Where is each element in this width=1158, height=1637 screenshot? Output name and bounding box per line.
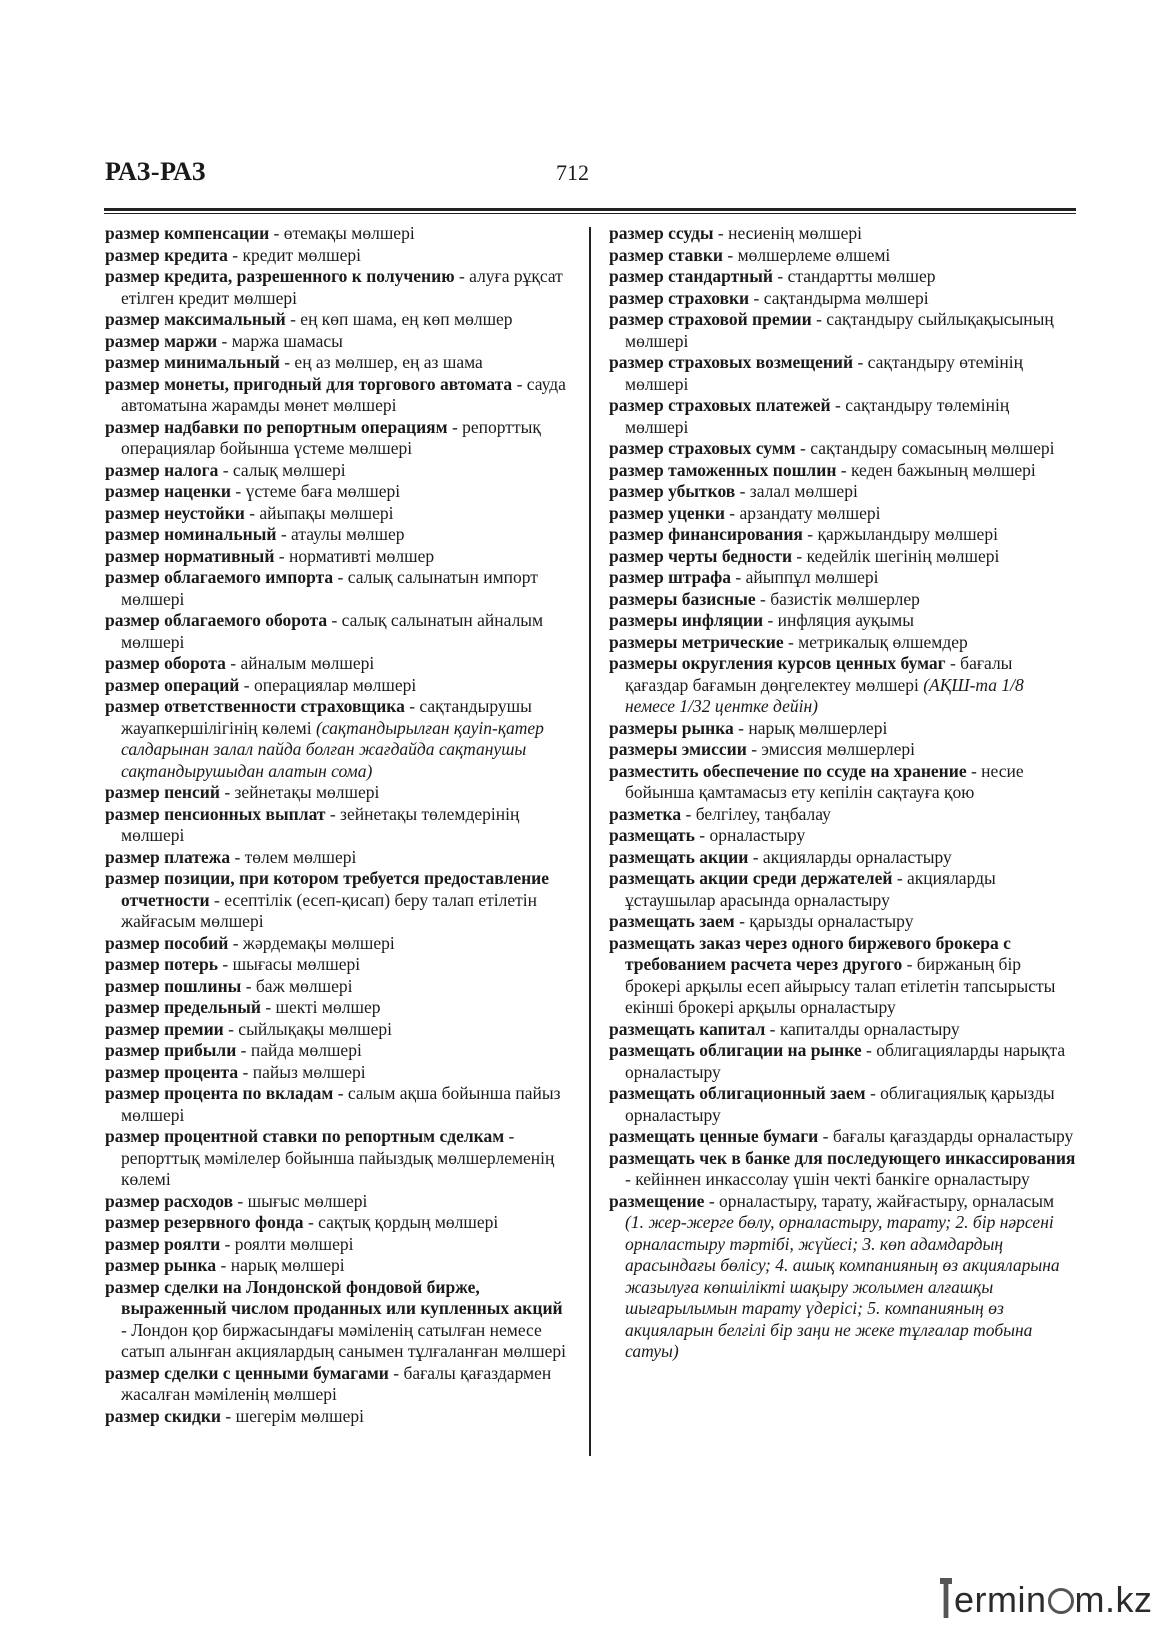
entry-term: размер таможенных пошлин	[609, 459, 837, 480]
entry-definition: - роялти мөлшері	[220, 1233, 354, 1254]
entry-term: размер пошлины	[105, 975, 242, 996]
dictionary-entry	[105, 1406, 570, 1428]
entry-term: размер процентной ставки по репортным сделкам	[105, 1126, 505, 1146]
entry-term: размер убытков	[609, 481, 736, 501]
entry-definition: - несиенің мөлшері	[713, 223, 862, 243]
entry-term: размер уценки	[609, 502, 725, 523]
entry-definition: - репорттық операциялар бойынша үстеме мөлшері	[121, 416, 541, 458]
logo-text-left: ermin	[954, 1579, 1047, 1620]
entry-definition: - Лондон қор биржасындағы мәміленің сатылған немесе сатып алынған акциялардың санымен тұлғаланған мөлшері	[121, 1319, 567, 1361]
entry-definition: - төлем мөлшері	[230, 846, 357, 867]
entry-definition: - стандартты мөлшер	[773, 266, 936, 286]
entry-term: размер максимальный	[105, 309, 286, 329]
dictionary-entry	[609, 1191, 1076, 1363]
entry-definition: - сақтандырма мөлшері	[749, 287, 929, 308]
dictionary-entry	[105, 997, 570, 1019]
right-column	[609, 223, 1076, 1363]
header-rule-thin	[104, 213, 1076, 214]
entry-definition: - үстеме баға мөлшері	[231, 481, 401, 501]
entry-definition: - шығасы мөлшері	[218, 954, 361, 974]
entry-definition: - жәрдемақы мөлшері	[228, 932, 395, 953]
entry-definition: - эмиссия мөлшерлері	[746, 739, 915, 759]
entry-definition: - айыппұл мөлшері	[731, 567, 879, 587]
entry-term: размер сделки с ценными бумагами	[105, 1362, 389, 1383]
entry-term: размер прибыли	[105, 1040, 237, 1060]
logo-text-right: m.kz	[1074, 1579, 1153, 1620]
entry-term: размер налога	[105, 459, 219, 480]
dictionary-entry	[105, 610, 570, 653]
entry-term: размер облагаемого оборота	[105, 610, 328, 630]
entry-definition: - капиталды орналастыру	[765, 1018, 960, 1039]
entry-definition: - салық салынатын айналым мөлшері	[121, 610, 544, 652]
entry-term: размеры базисные	[609, 588, 756, 609]
dictionary-entry	[609, 739, 1076, 761]
dictionary-entry	[609, 761, 1076, 804]
dictionary-entry	[105, 1212, 570, 1234]
entry-term: размер платежа	[105, 846, 231, 867]
dictionary-entry	[105, 1083, 570, 1126]
entry-term: размер страховой премии	[609, 309, 812, 329]
dictionary-entry	[105, 782, 570, 804]
entry-definition: - базистік мөлшерлер	[755, 588, 920, 609]
dictionary-entry	[609, 825, 1076, 847]
entry-term: размер процента по вкладам	[105, 1083, 334, 1103]
entry-term: размер премии	[105, 1018, 224, 1039]
dictionary-entry	[105, 1062, 570, 1084]
entry-term: размер операций	[105, 674, 240, 695]
entry-term: размер пенсионных выплат	[105, 803, 326, 824]
entry-definition: - кеден бажының мөлшері	[836, 459, 1036, 480]
dictionary-entry	[105, 954, 570, 976]
entry-definition: - облигацияларды нарықта орналастыру	[625, 1040, 1066, 1082]
entry-definition: - бағалы қағаздар бағамын дөңгелектеу мөлшері	[625, 653, 1013, 695]
entry-explanation: (сақтандырылған қауіп-қатер салдарынан залал пайда болған жағдайда сақтанушы сақтандырушыдан алатын сома)	[121, 717, 544, 781]
dictionary-entry	[609, 309, 1076, 352]
dictionary-entry	[609, 718, 1076, 740]
entry-definition: - нарық мөлшері	[216, 1255, 345, 1275]
entry-term: размер роялти	[105, 1233, 221, 1254]
entry-definition: - айналым мөлшері	[225, 653, 375, 673]
dictionary-entry	[105, 1234, 570, 1256]
dictionary-entry	[105, 1277, 570, 1363]
dictionary-entry	[609, 1040, 1076, 1083]
entry-definition: - сақтандыру сомасының мөлшері	[795, 438, 1055, 458]
entry-definition: - сақтандыру өтемінің мөлшері	[625, 352, 1023, 394]
entry-definition: - салық салынатын импорт мөлшері	[121, 567, 538, 609]
entry-definition: - сақтандыру төлемінің мөлшері	[625, 395, 1010, 437]
entry-definition: - залал мөлшері	[735, 481, 858, 501]
header-rule	[104, 208, 1076, 211]
entry-term: размер страховых платежей	[609, 395, 831, 415]
entry-definition: - акцияларды ұстаушылар арасында орналастыру	[625, 868, 996, 910]
entry-term: размеры округления курсов ценных бумаг	[609, 653, 946, 673]
entry-explanation: (1. жер-жерге бөлу, орналастыру, тарату; 2. бір нәрсені орналастыру тәртібі, жүйесі; 3. көп адамдардың арасындағы бөлісу; 4. ашық компанияның өз акцияларына жазылуға көпшілікті шақыру жолымен алғашқы шығарылымын тарату үдерісі; 5. компанияның өз акцияларын белгілі бір заңи не жеке тұлғалар тобына сатуы)	[625, 1212, 1060, 1361]
entry-definition: - бағалы қағаздармен жасалған мәміленің мөлшері	[121, 1362, 552, 1404]
entry-definition: - сауда автоматына жарамды мөнет мөлшері	[121, 373, 566, 415]
entry-definition: - өтемақы мөлшері	[269, 223, 415, 243]
dictionary-entry	[105, 266, 570, 309]
entry-definition: - облигациялық қарызды орналастыру	[625, 1083, 1055, 1125]
entry-term: размер облагаемого импорта	[105, 567, 334, 587]
dictionary-entry	[609, 460, 1076, 482]
dictionary-entry	[105, 1126, 570, 1191]
dictionary-entry	[609, 288, 1076, 310]
entry-term: размер сделки на Лондонской фондовой бирже, выраженный числом проданных или купленных акций	[105, 1276, 563, 1318]
dictionary-entry	[105, 675, 570, 697]
termincom-logo	[940, 1578, 1153, 1621]
entry-definition: - кейіннен инкассолау үшін чекті банкіге орналастыру	[625, 1169, 1030, 1189]
dictionary-entry	[609, 1083, 1076, 1126]
entry-definition: - зейнетақы төлемдерінің мөлшері	[121, 803, 520, 845]
entry-definition: - мөлшерлеме өлшемі	[723, 244, 891, 265]
entry-definition: - сақтық қордың мөлшері	[303, 1212, 499, 1232]
dictionary-entry	[609, 503, 1076, 525]
entry-definition: - ең аз мөлшер, ең аз шама	[279, 352, 483, 372]
entry-definition: - сыйлықақы мөлшері	[223, 1018, 393, 1039]
entry-definition: - есептілік (есеп-қисап) беру талап етілетін жайғасым мөлшері	[121, 889, 537, 931]
entry-term: размер финансирования	[609, 524, 803, 544]
dictionary-entry	[105, 524, 570, 546]
entry-term: размер черты бедности	[609, 545, 793, 566]
running-head: РАЗ-РАЗ	[105, 157, 206, 186]
dictionary-entry	[105, 653, 570, 675]
entry-definition: - айыпақы мөлшері	[244, 502, 394, 523]
entry-definition: - бағалы қағаздарды орналастыру	[818, 1126, 1074, 1146]
dictionary-entry	[609, 438, 1076, 460]
entry-term: размещать чек в банке для последующего инкассирования	[609, 1147, 1076, 1168]
entry-term: разместить обеспечение по ссуде на хранение	[609, 760, 967, 781]
entry-term: размер надбавки по репортным операциям	[105, 416, 448, 437]
entry-definition: - салым ақша бойынша пайыз мөлшері	[121, 1083, 561, 1125]
entry-term: размещать ценные бумаги	[609, 1126, 819, 1146]
dictionary-entry	[609, 481, 1076, 503]
entry-definition: - атаулы мөлшер	[276, 524, 405, 544]
dictionary-entry	[105, 1363, 570, 1406]
entry-definition: - зейнетақы мөлшері	[219, 782, 380, 802]
dictionary-entry	[609, 804, 1076, 826]
dictionary-entry	[105, 374, 570, 417]
entry-term: размер страховки	[609, 287, 750, 308]
entry-term: размер кредита, разрешенного к получению	[105, 266, 455, 286]
dictionary-entry	[609, 245, 1076, 267]
entry-term: размер ссуды	[609, 223, 714, 243]
entry-definition: - қарызды орналастыру	[734, 911, 914, 931]
t-letter-icon	[940, 1578, 952, 1618]
entry-definition: - салық мөлшері	[218, 459, 346, 480]
entry-definition: - арзандату мөлшері	[724, 502, 881, 523]
entry-term: размер пособий	[105, 932, 229, 953]
entry-definition: - шегерім мөлшері	[221, 1405, 365, 1426]
dictionary-entry	[105, 503, 570, 525]
entry-definition: - пайыз мөлшері	[238, 1061, 366, 1082]
entry-term: размещать заем	[609, 911, 735, 931]
entry-term: размер скидки	[105, 1405, 222, 1426]
entry-definition: - кредит мөлшері	[227, 244, 361, 265]
entry-term: размеры метрические	[609, 631, 784, 652]
entry-definition: - инфляция ауқымы	[763, 610, 914, 630]
entry-term: размещать капитал	[609, 1018, 766, 1039]
entry-definition: - метрикалық өлшемдер	[783, 631, 968, 652]
entry-definition: - нормативті мөлшер	[274, 545, 435, 566]
entry-term: размещать	[609, 825, 695, 845]
entry-term: размеры инфляции	[609, 610, 764, 630]
dictionary-entry	[105, 804, 570, 847]
column-divider	[589, 227, 591, 1456]
entry-term: размер компенсации	[105, 223, 270, 243]
left-column	[105, 223, 570, 1427]
dictionary-entry	[105, 481, 570, 503]
entry-explanation: (АҚШ-та 1/8 немесе 1/32 центке дейін)	[625, 674, 1024, 716]
dictionary-entry	[105, 460, 570, 482]
entry-term: размер пенсий	[105, 782, 220, 802]
dictionary-entry	[609, 567, 1076, 589]
entry-term: размер маржи	[105, 330, 218, 351]
entry-term: размер наценки	[105, 481, 231, 501]
dictionary-entry	[105, 847, 570, 869]
dictionary-entry	[609, 1019, 1076, 1041]
entry-term: размер расходов	[105, 1190, 234, 1211]
entry-definition: - орналастыру, тарату, жайғастыру, орналасым	[704, 1190, 1055, 1211]
entry-term: размер ответственности страховщика	[105, 696, 405, 716]
entry-term: размещать облигации на рынке	[609, 1040, 862, 1060]
entry-term: размер процента	[105, 1061, 239, 1082]
dictionary-entry	[609, 395, 1076, 438]
dictionary-entry	[105, 868, 570, 933]
dictionary-entry	[105, 696, 570, 782]
entry-definition: - биржаның бір брокері арқылы есеп айырысу талап етілетін тапсырысты екінші брокері арқылы орналастыру	[625, 954, 1056, 1017]
dictionary-entry	[105, 417, 570, 460]
entry-term: размер ставки	[609, 244, 724, 265]
entry-term: размеры эмиссии	[609, 739, 747, 759]
dictionary-entry	[609, 911, 1076, 933]
dictionary-entry	[609, 524, 1076, 546]
dictionary-entry	[105, 546, 570, 568]
entry-term: размер номинальный	[105, 524, 277, 544]
dictionary-entry	[609, 933, 1076, 1019]
entry-definition: - шекті мөлшер	[260, 997, 381, 1017]
dictionary-entry	[609, 223, 1076, 245]
entry-term: размещать заказ через одного биржевого брокера с требованием расчета через другого	[609, 932, 1011, 974]
dictionary-entry	[609, 632, 1076, 654]
entry-term: размер страховых сумм	[609, 438, 796, 458]
dictionary-entry	[105, 1040, 570, 1062]
dictionary-entry	[105, 309, 570, 331]
dictionary-entry	[105, 1255, 570, 1277]
entry-definition: - сақтандырушы жауапкершілігінің көлемі	[121, 696, 532, 738]
dictionary-entry	[609, 352, 1076, 395]
dictionary-entry	[105, 1191, 570, 1213]
entry-term: размер неустойки	[105, 502, 245, 523]
entry-term: размещение	[609, 1190, 705, 1211]
dictionary-entry	[609, 1148, 1076, 1191]
dictionary-entry	[105, 976, 570, 998]
entry-definition: - пайда мөлшері	[236, 1040, 362, 1060]
page-number: 712	[556, 160, 589, 185]
entry-term: размер кредита	[105, 244, 228, 265]
entry-term: размер рынка	[105, 1255, 217, 1275]
entry-definition: - нарық мөлшерлері	[733, 717, 888, 738]
entry-term: размещать акции среди держателей	[609, 868, 893, 888]
dictionary-entry	[609, 847, 1076, 869]
entry-term: размер позиции, при котором требуется предоставление отчетности	[105, 868, 550, 910]
entry-definition: - қаржыландыру мөлшері	[802, 524, 998, 544]
entry-term: размер резервного фонда	[105, 1212, 304, 1232]
entry-term: размер потерь	[105, 954, 219, 974]
entry-definition: - кедейлік шегінің мөлшері	[792, 545, 1000, 566]
entry-definition: - белгілеу, таңбалау	[681, 803, 831, 824]
entry-definition: - алуға рұқсат етілген кредит мөлшері	[121, 266, 563, 308]
entry-definition: - акцияларды орналастыру	[748, 846, 952, 867]
dictionary-entry	[105, 245, 570, 267]
entry-term: размер стандартный	[609, 266, 774, 286]
dictionary-entry	[609, 546, 1076, 568]
entry-definition: - операциялар мөлшері	[239, 674, 417, 695]
entry-term: размер минимальный	[105, 352, 280, 372]
entry-term: размер предельный	[105, 997, 261, 1017]
dictionary-entry	[105, 331, 570, 353]
dictionary-entry	[609, 266, 1076, 288]
entry-term: размер нормативный	[105, 545, 275, 566]
dictionary-entry	[105, 352, 570, 374]
entry-definition: - несие бойынша қамтамасыз ету кепілін сақтауға қою	[625, 760, 1024, 802]
dictionary-entry	[609, 868, 1076, 911]
dictionary-entry	[609, 610, 1076, 632]
dictionary-entry	[105, 933, 570, 955]
entry-term: разметка	[609, 803, 682, 824]
entry-definition: - орналастыру	[694, 825, 806, 845]
dictionary-entry	[609, 653, 1076, 718]
entry-term: размер страховых возмещений	[609, 352, 854, 372]
entry-definition: - баж мөлшері	[241, 975, 353, 996]
entry-definition: - сақтандыру сыйлықақысының мөлшері	[625, 309, 1054, 351]
dictionary-entry	[105, 223, 570, 245]
dictionary-entry	[609, 1126, 1076, 1148]
dictionary-entry	[105, 567, 570, 610]
entry-definition: - шығыс мөлшері	[233, 1190, 368, 1211]
entry-term: размеры рынка	[609, 717, 734, 738]
dictionary-entry	[609, 589, 1076, 611]
entry-term: размещать акции	[609, 846, 749, 867]
entry-term: размер штрафа	[609, 567, 731, 587]
entry-term: размер оборота	[105, 653, 226, 673]
dictionary-entry	[105, 1019, 570, 1041]
entry-definition: - репорттық мәмілелер бойынша пайыздық мөлшерлеменің көлемі	[121, 1126, 555, 1189]
entry-term: размещать облигационный заем	[609, 1083, 866, 1103]
entry-term: размер монеты, пригодный для торгового автомата	[105, 373, 513, 394]
entry-definition: - маржа шамасы	[217, 330, 343, 351]
entry-definition: - ең көп шама, ең көп мөлшер	[285, 309, 513, 329]
o-ring-icon	[1048, 1588, 1074, 1614]
